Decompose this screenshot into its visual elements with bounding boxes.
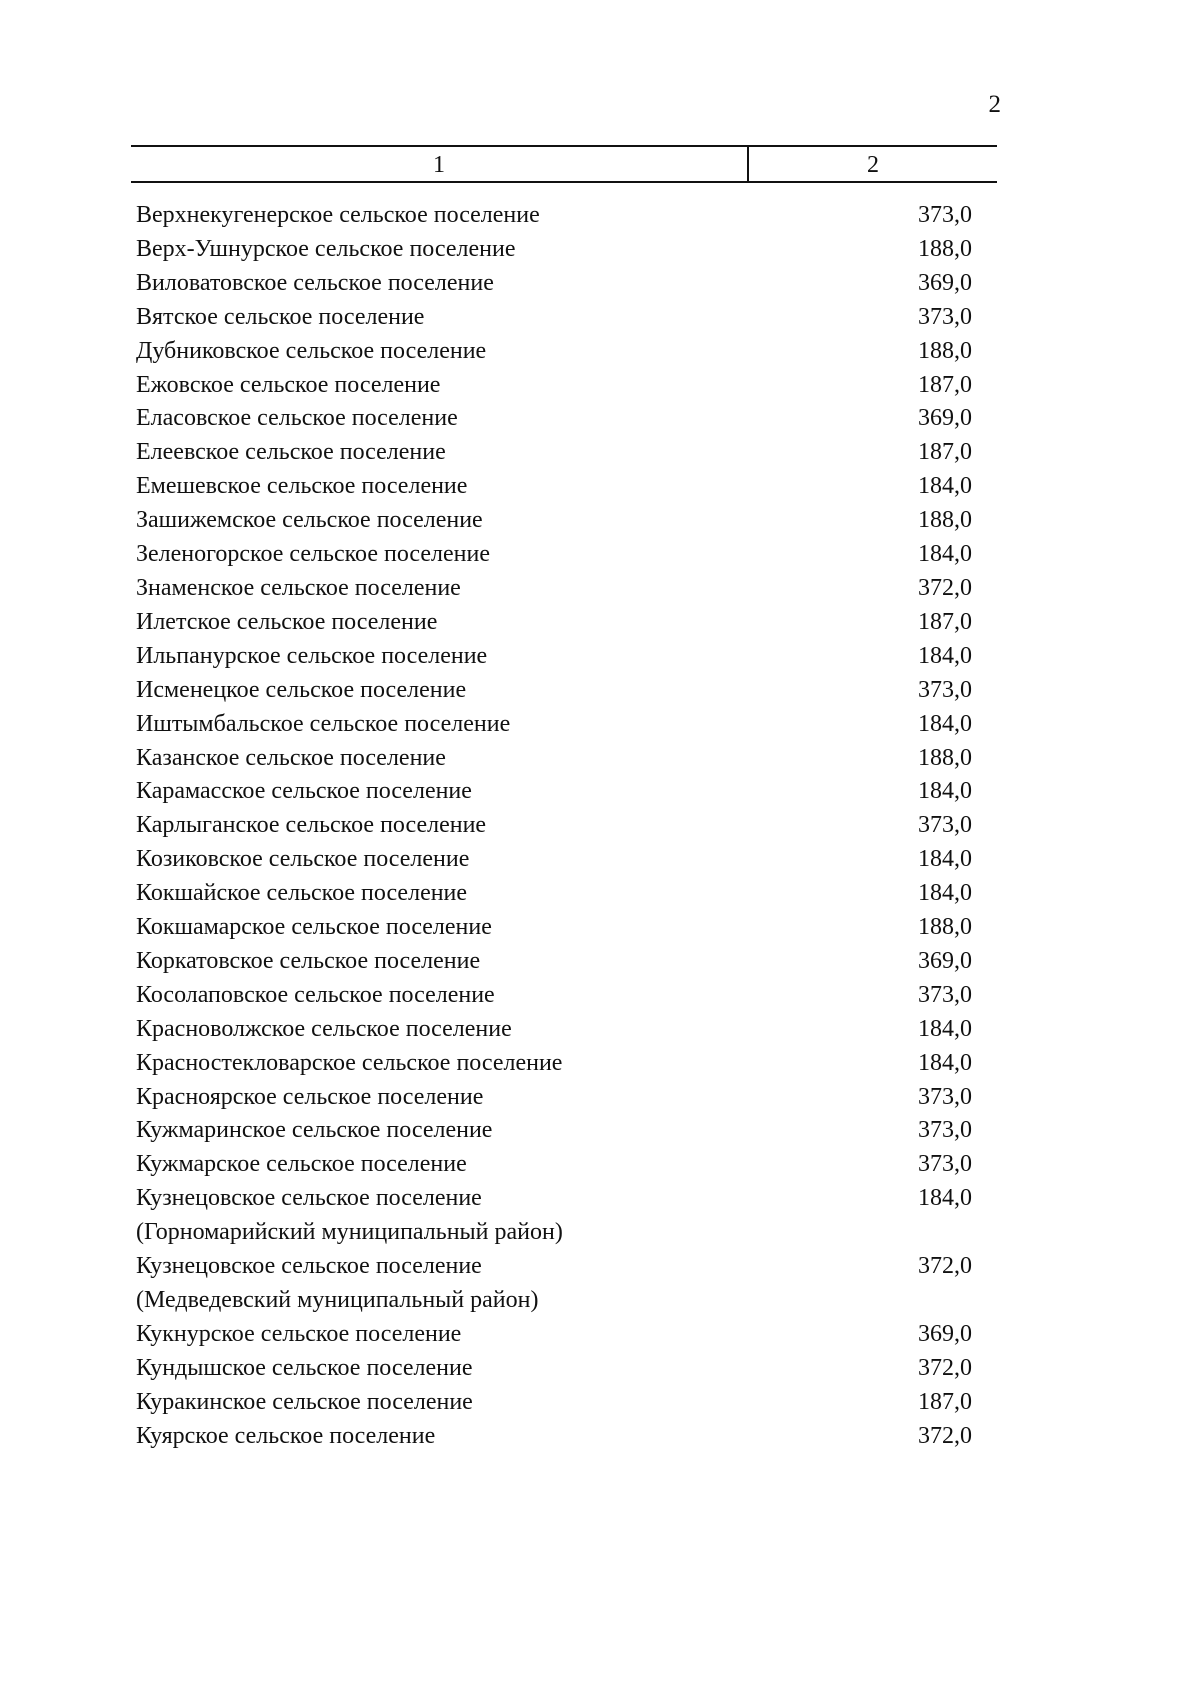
settlement-value: 373,0 — [918, 1117, 972, 1144]
settlement-name-line: Куракинское сельское поселение — [136, 1388, 473, 1415]
settlement-name-line: Карамасское сельское поселение — [136, 778, 472, 805]
settlement-name-line: Козиковское сельское поселение — [136, 846, 470, 873]
table-row — [136, 301, 972, 335]
settlement-name-line: Карлыганское сельское поселение — [136, 812, 487, 839]
settlement-name — [136, 301, 872, 335]
settlement-name-line: Знаменское сельское поселение — [136, 574, 461, 601]
settlement-value: 184,0 — [918, 642, 972, 669]
settlement-name — [136, 1352, 872, 1386]
settlement-value: 369,0 — [918, 269, 972, 296]
settlement-name — [136, 979, 872, 1013]
settlement-value: 373,0 — [918, 981, 972, 1008]
settlement-name-line: Красноярское сельское поселение — [136, 1083, 484, 1110]
settlement-name — [136, 674, 872, 708]
settlement-name-line: Кукнурское сельское поселение — [136, 1320, 462, 1347]
table-row — [136, 1114, 972, 1148]
settlement-name-line: Еласовское сельское поселение — [136, 405, 458, 432]
settlement-name-line: Елеевское сельское поселение — [136, 439, 446, 466]
settlement-name-line: Вятское сельское поселение — [136, 303, 425, 330]
table-row — [136, 335, 972, 369]
settlement-name — [136, 1047, 872, 1081]
settlement-value: 188,0 — [918, 914, 972, 941]
table-row — [136, 775, 972, 809]
settlement-name — [136, 640, 872, 674]
settlement-name-line: Кокшамарское сельское поселение — [136, 914, 492, 941]
table-row — [136, 267, 972, 301]
table-row — [136, 809, 972, 843]
settlement-value: 372,0 — [918, 1253, 972, 1280]
settlement-value: 373,0 — [918, 676, 972, 703]
settlement-name — [136, 402, 872, 436]
settlement-value: 184,0 — [918, 541, 972, 568]
settlement-name — [136, 1081, 872, 1115]
settlement-name — [136, 843, 872, 877]
settlement-name — [136, 1013, 872, 1047]
settlement-value: 373,0 — [918, 812, 972, 839]
table-row — [136, 843, 972, 877]
table-row — [136, 1013, 972, 1047]
settlement-name-line: Верхнекугенерское сельское поселение — [136, 202, 540, 228]
settlement-name — [136, 1318, 872, 1352]
settlement-name — [136, 809, 872, 843]
table-row — [136, 504, 972, 538]
settlement-value: 188,0 — [918, 235, 972, 262]
settlement-name-line: Коркатовское сельское поселение — [136, 947, 481, 974]
settlement-value: 188,0 — [918, 507, 972, 534]
table-header — [131, 145, 997, 183]
settlement-value: 373,0 — [918, 1083, 972, 1110]
settlement-name — [136, 267, 872, 301]
page-number: 2 — [988, 91, 1001, 118]
settlement-name-line: Кузнецовское сельское поселение — [136, 1185, 482, 1212]
settlement-name-line: Емешевское сельское поселение — [136, 473, 468, 500]
settlement-value: 184,0 — [918, 846, 972, 873]
table-row — [136, 708, 972, 742]
table-row — [136, 402, 972, 436]
column-header-1: 1 — [131, 147, 749, 181]
settlement-name-line: Кужмарское сельское поселение — [136, 1151, 467, 1178]
settlement-value: 372,0 — [918, 1354, 972, 1381]
settlement-value: 184,0 — [918, 1185, 972, 1212]
table-row — [136, 1148, 972, 1182]
settlement-name-line: Исменецкое сельское поселение — [136, 676, 467, 703]
settlement-name-line: Зеленогорское сельское поселение — [136, 541, 490, 568]
settlement-name-line: Кундышское сельское поселение — [136, 1354, 473, 1381]
table-row — [136, 1352, 972, 1386]
settlement-name — [136, 911, 872, 945]
settlement-name — [136, 470, 872, 504]
settlement-name — [136, 572, 872, 606]
settlement-name — [136, 877, 872, 911]
table-row — [136, 1250, 972, 1318]
settlement-name — [136, 1420, 872, 1454]
table-row — [136, 945, 972, 979]
settlement-name — [136, 1114, 872, 1148]
table-row — [136, 436, 972, 470]
settlement-name — [136, 1386, 872, 1420]
settlement-name-line: Ильпанурское сельское поселение — [136, 642, 488, 669]
settlement-value: 187,0 — [918, 608, 972, 635]
settlement-name — [136, 1182, 872, 1250]
settlement-name-line: Дубниковское сельское поселение — [136, 337, 487, 364]
table-row — [136, 1081, 972, 1115]
settlement-name-line: Зашижемское сельское поселение — [136, 507, 483, 534]
settlement-name — [136, 708, 872, 742]
table-row — [136, 1182, 972, 1250]
settlement-name-line: Кокшайское сельское поселение — [136, 880, 468, 907]
table-row — [136, 640, 972, 674]
settlement-value: 184,0 — [918, 710, 972, 737]
settlement-name — [136, 335, 872, 369]
table-row — [136, 1420, 972, 1454]
settlement-name-line: Красноволжское сельское поселение — [136, 1015, 512, 1042]
settlement-value: 369,0 — [918, 1320, 972, 1347]
settlement-value: 187,0 — [918, 439, 972, 466]
settlement-name-line: Кузнецовское сельское поселение — [136, 1253, 482, 1280]
settlement-value: 373,0 — [918, 303, 972, 330]
settlement-value: 184,0 — [918, 1049, 972, 1076]
table-row — [136, 877, 972, 911]
table-row — [136, 674, 972, 708]
settlement-name-line: (Медведевский муниципальный район) — [136, 1287, 539, 1313]
settlement-value: 184,0 — [918, 473, 972, 500]
settlement-name-line: Казанское сельское поселение — [136, 744, 446, 771]
table-row — [136, 979, 972, 1013]
settlement-name-line: Куярское сельское поселение — [136, 1422, 436, 1449]
table-row — [136, 606, 972, 640]
settlement-value: 187,0 — [918, 371, 972, 398]
settlement-name-line: Верх-Ушнурское сельское поселение — [136, 235, 516, 262]
table-row — [136, 911, 972, 945]
settlement-name — [136, 504, 872, 538]
settlement-value: 184,0 — [918, 778, 972, 805]
settlement-name — [136, 1148, 872, 1182]
settlement-name-line: Косолаповское сельское поселение — [136, 981, 495, 1008]
settlement-value: 373,0 — [918, 1151, 972, 1178]
table-row — [136, 1386, 972, 1420]
table-row — [136, 1047, 972, 1081]
settlement-name-line: Кужмаринское сельское поселение — [136, 1117, 493, 1144]
settlement-name — [136, 436, 872, 470]
settlement-value: 372,0 — [918, 1422, 972, 1449]
table-row — [136, 538, 972, 572]
settlement-value: 372,0 — [918, 574, 972, 601]
table-row — [136, 199, 972, 233]
settlement-name — [136, 775, 872, 809]
settlement-value: 373,0 — [918, 202, 972, 228]
table-row — [136, 572, 972, 606]
settlement-name-line: Ежовское сельское поселение — [136, 371, 441, 398]
table-row — [136, 369, 972, 403]
settlement-name — [136, 369, 872, 403]
settlement-name — [136, 606, 872, 640]
settlement-name — [136, 945, 872, 979]
settlement-value: 188,0 — [918, 744, 972, 771]
table-row — [136, 1318, 972, 1352]
settlement-value: 369,0 — [918, 405, 972, 432]
settlement-name-line: (Горномарийский муниципальный район) — [136, 1219, 563, 1246]
settlement-name-line: Красностекловарское сельское поселение — [136, 1049, 563, 1076]
settlement-name-line: Виловатовское сельское поселение — [136, 269, 494, 296]
settlement-name-line: Иштымбальское сельское поселение — [136, 710, 511, 737]
settlement-value: 184,0 — [918, 880, 972, 907]
table-row — [136, 470, 972, 504]
settlement-value: 187,0 — [918, 1388, 972, 1415]
settlement-name — [136, 233, 872, 267]
settlement-name — [136, 1250, 872, 1318]
table-row — [136, 233, 972, 267]
settlement-value: 184,0 — [918, 1015, 972, 1042]
settlement-name-line: Илетское сельское поселение — [136, 608, 438, 635]
settlement-value: 369,0 — [918, 947, 972, 974]
table-row — [136, 742, 972, 776]
settlement-value: 188,0 — [918, 337, 972, 364]
column-header-2: 2 — [867, 152, 879, 178]
settlement-name — [136, 199, 872, 233]
settlement-name — [136, 742, 872, 776]
settlement-name — [136, 538, 872, 572]
table-body — [136, 199, 972, 1454]
